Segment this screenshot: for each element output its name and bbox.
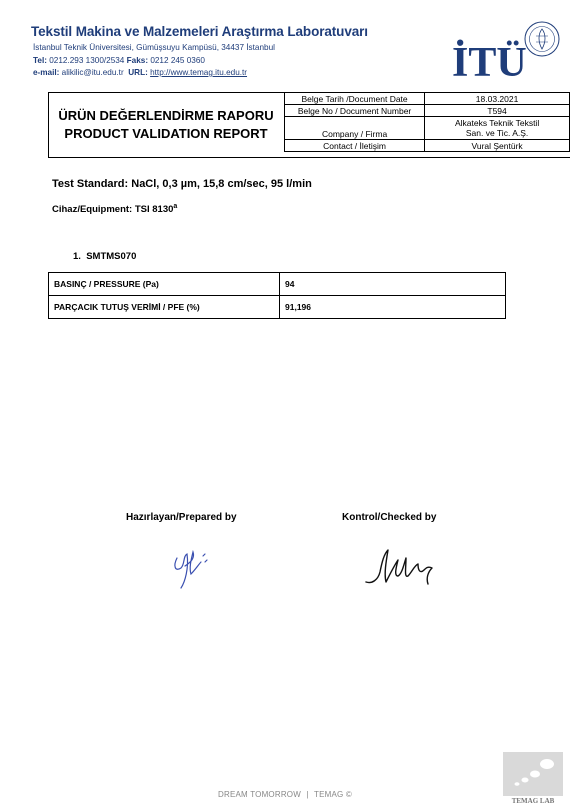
- meta-row: [285, 117, 570, 140]
- footer-separator: |: [306, 790, 309, 799]
- meta-value: Vural Şentürk: [425, 140, 570, 152]
- fax-label: Faks:: [126, 56, 149, 65]
- table-row: [49, 296, 506, 319]
- meta-key: Belge Tarih /Document Date: [285, 93, 425, 105]
- meta-row: [285, 105, 570, 117]
- footer-right: TEMAG ©: [313, 790, 352, 799]
- result-value: 94: [280, 273, 506, 296]
- report-title: [48, 92, 284, 158]
- table-row: [49, 273, 506, 296]
- email-label: e-mail:: [33, 68, 60, 77]
- tel-label: Tel:: [33, 56, 47, 65]
- meta-row: [285, 140, 570, 152]
- equipment-text: Cihaz/Equipment: TSI 8130: [52, 204, 174, 216]
- checked-signature: [362, 546, 442, 588]
- result-param: BASINÇ / PRESSURE (Pa): [49, 273, 280, 296]
- section-name: SMTMS070: [86, 251, 137, 262]
- lab-phone-line: [33, 56, 205, 65]
- footer: [0, 790, 570, 799]
- result-param: PARÇACIK TUTUŞ VERİMİ / PFE (%): [49, 296, 280, 319]
- itu-seal-icon: [525, 22, 559, 56]
- lab-address: İstanbul Teknik Üniversitesi, Gümüşsuyu Kampüsü, 34437 İstanbul: [33, 43, 275, 52]
- footer-left: DREAM TOMORROW: [218, 790, 301, 799]
- fax-value: 0212 245 0360: [150, 56, 205, 65]
- checked-by-label: Kontrol/Checked by: [342, 512, 437, 523]
- result-value: 91,196: [280, 296, 506, 319]
- meta-value: [425, 117, 570, 140]
- equipment-superscript: a: [173, 203, 178, 210]
- prepared-by-label: Hazırlayan/Prepared by: [126, 512, 237, 523]
- test-equipment: [52, 203, 177, 215]
- meta-key: Company / Firma: [285, 117, 425, 140]
- results-table: [48, 272, 506, 319]
- meta-key: Belge No / Document Number: [285, 105, 425, 117]
- company-line-2: San. ve Tic. A.Ş.: [465, 128, 529, 138]
- url-link[interactable]: http://www.temag.itu.edu.tr: [150, 68, 248, 77]
- lab-title: Tekstil Makina ve Malzemeleri Araştırma Laboratuvarı: [31, 24, 368, 39]
- meta-value: 18.03.2021: [425, 93, 570, 105]
- report-title-en: PRODUCT VALIDATION REPORT: [64, 126, 268, 141]
- report-meta-table: [284, 92, 570, 152]
- report-title-tr: ÜRÜN DEĞERLENDİRME RAPORU: [58, 108, 274, 123]
- prepared-signature: [165, 538, 215, 590]
- meta-key: Contact / İletişim: [285, 140, 425, 152]
- tel-value: 0212.293 1300/2534: [49, 56, 125, 65]
- section-heading: [73, 251, 136, 262]
- itu-logo: [452, 12, 560, 84]
- test-standard: Test Standard: NaCl, 0,3 µm, 15,8 cm/sec, 95 l/min: [52, 178, 312, 190]
- itu-logo-text: İTÜ: [452, 40, 527, 84]
- temag-logo-text: TEMAG LAB: [511, 797, 555, 804]
- lab-contact-line: [33, 68, 247, 77]
- section-number: 1.: [73, 251, 81, 262]
- company-line-1: Alkateks Teknik Tekstil: [454, 118, 540, 128]
- email-value[interactable]: alikilic@itu.edu.tr: [61, 68, 124, 77]
- url-label: URL:: [128, 68, 148, 77]
- temag-logo: [503, 752, 563, 804]
- meta-value: T594: [425, 105, 570, 117]
- meta-row: [285, 93, 570, 105]
